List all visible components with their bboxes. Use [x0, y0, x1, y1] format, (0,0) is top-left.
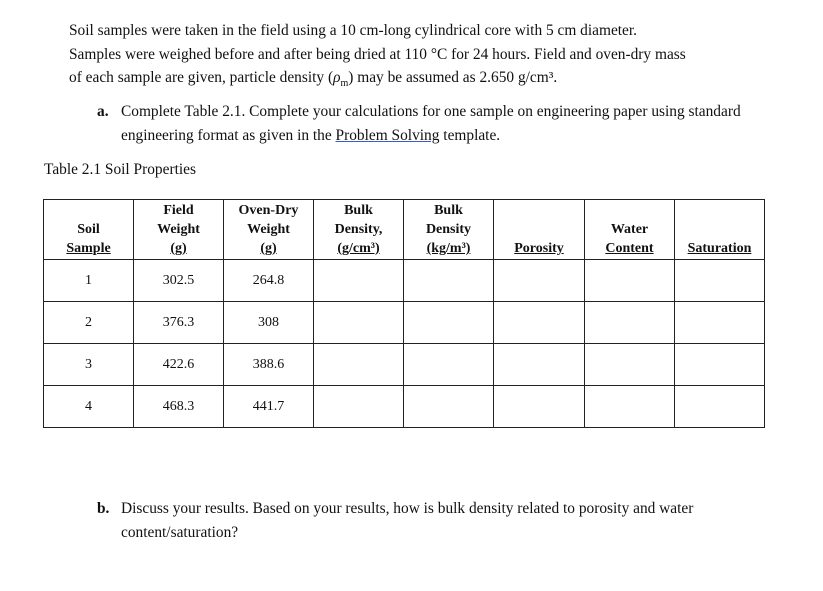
question-b-label: b. — [97, 500, 110, 517]
question-b — [97, 497, 797, 544]
cell-field-weight: 468.3 — [134, 386, 224, 428]
header-saturation — [675, 200, 765, 260]
intro-line-2: Samples were weighed before and after being dried at 110 °C for 24 hours. Field and oven-dry mass — [69, 45, 686, 63]
question-a-text-start: Complete Table 2.1. Complete your calculations for one sample on engineering paper using standard engineering format as given in the — [121, 103, 741, 144]
cell-sample: 1 — [44, 260, 134, 302]
table-header-row — [44, 200, 765, 260]
header-line: Oven-Dry — [238, 203, 299, 218]
table-row — [44, 386, 765, 428]
cell-saturation[interactable] — [675, 344, 765, 386]
header-line: Porosity — [514, 241, 564, 256]
cell-saturation[interactable] — [675, 302, 765, 344]
header-soil-sample — [44, 200, 134, 260]
table-caption: Table 2.1 Soil Properties — [44, 161, 196, 178]
cell-bulk-density-gcm3[interactable] — [314, 344, 404, 386]
cell-saturation[interactable] — [675, 386, 765, 428]
table-row — [44, 302, 765, 344]
header-bulk-density-gcm3 — [314, 200, 404, 260]
header-line: Weight — [247, 222, 290, 237]
cell-bulk-density-kgm3[interactable] — [404, 344, 494, 386]
cell-water-content[interactable] — [585, 260, 675, 302]
cell-oven-dry-weight: 264.8 — [224, 260, 314, 302]
cell-porosity[interactable] — [494, 386, 585, 428]
header-line: Saturation — [687, 241, 752, 256]
header-line: Sample — [66, 241, 111, 256]
cell-field-weight: 302.5 — [134, 260, 224, 302]
question-b-text: Discuss your results. Based on your results, how is bulk density related to porosity and water content/saturation? — [121, 500, 694, 541]
table-row — [44, 260, 765, 302]
cell-porosity[interactable] — [494, 344, 585, 386]
cell-bulk-density-gcm3[interactable] — [314, 260, 404, 302]
header-line: Density, — [334, 222, 383, 237]
intro-line-3-start: of each sample are given, particle density ( — [69, 69, 334, 86]
cell-field-weight: 422.6 — [134, 344, 224, 386]
cell-water-content[interactable] — [585, 344, 675, 386]
cell-bulk-density-kgm3[interactable] — [404, 260, 494, 302]
cell-water-content[interactable] — [585, 386, 675, 428]
header-line: Water — [610, 222, 649, 237]
header-porosity — [494, 200, 585, 260]
question-a-text-end: template. — [439, 126, 501, 144]
intro-paragraph — [69, 19, 789, 96]
soil-properties-table — [43, 199, 765, 428]
cell-bulk-density-kgm3[interactable] — [404, 386, 494, 428]
rho-subscript: m — [340, 78, 349, 90]
cell-bulk-density-kgm3[interactable] — [404, 302, 494, 344]
cell-bulk-density-gcm3[interactable] — [314, 386, 404, 428]
cell-bulk-density-gcm3[interactable] — [314, 302, 404, 344]
header-line: Soil — [77, 222, 100, 237]
question-a-text — [121, 100, 797, 147]
header-line: (g) — [170, 241, 187, 256]
header-line: (g) — [260, 241, 277, 256]
header-line: Weight — [157, 222, 200, 237]
question-a-label: a. — [97, 103, 109, 120]
cell-oven-dry-weight: 308 — [224, 302, 314, 344]
cell-field-weight: 376.3 — [134, 302, 224, 344]
cell-saturation[interactable] — [675, 260, 765, 302]
cell-sample: 4 — [44, 386, 134, 428]
rho-symbol: ρ — [333, 69, 341, 86]
cell-sample: 3 — [44, 344, 134, 386]
intro-line-3-end: ) may be assumed as 2.650 g/cm³. — [348, 69, 558, 86]
cell-porosity[interactable] — [494, 302, 585, 344]
header-line: (g/cm³) — [337, 241, 380, 256]
cell-water-content[interactable] — [585, 302, 675, 344]
header-bulk-density-kgm3 — [404, 200, 494, 260]
header-field-weight — [134, 200, 224, 260]
cell-porosity[interactable] — [494, 260, 585, 302]
question-a — [97, 100, 797, 147]
header-line: Bulk — [344, 203, 373, 218]
problem-solving-link[interactable]: Problem Solving — [335, 126, 440, 144]
header-water-content — [585, 200, 675, 260]
header-line: (kg/m³) — [426, 241, 471, 256]
header-line: Bulk — [434, 203, 463, 218]
header-line: Field — [163, 203, 194, 218]
header-line: Density — [425, 222, 472, 237]
table-row — [44, 344, 765, 386]
cell-sample: 2 — [44, 302, 134, 344]
intro-line-1: Soil samples were taken in the field using a 10 cm-long cylindrical core with 5 cm diameter. — [69, 22, 638, 39]
intro-line-3 — [69, 66, 789, 96]
header-oven-dry-weight — [224, 200, 314, 260]
cell-oven-dry-weight: 441.7 — [224, 386, 314, 428]
header-line: Content — [605, 241, 654, 256]
cell-oven-dry-weight: 388.6 — [224, 344, 314, 386]
